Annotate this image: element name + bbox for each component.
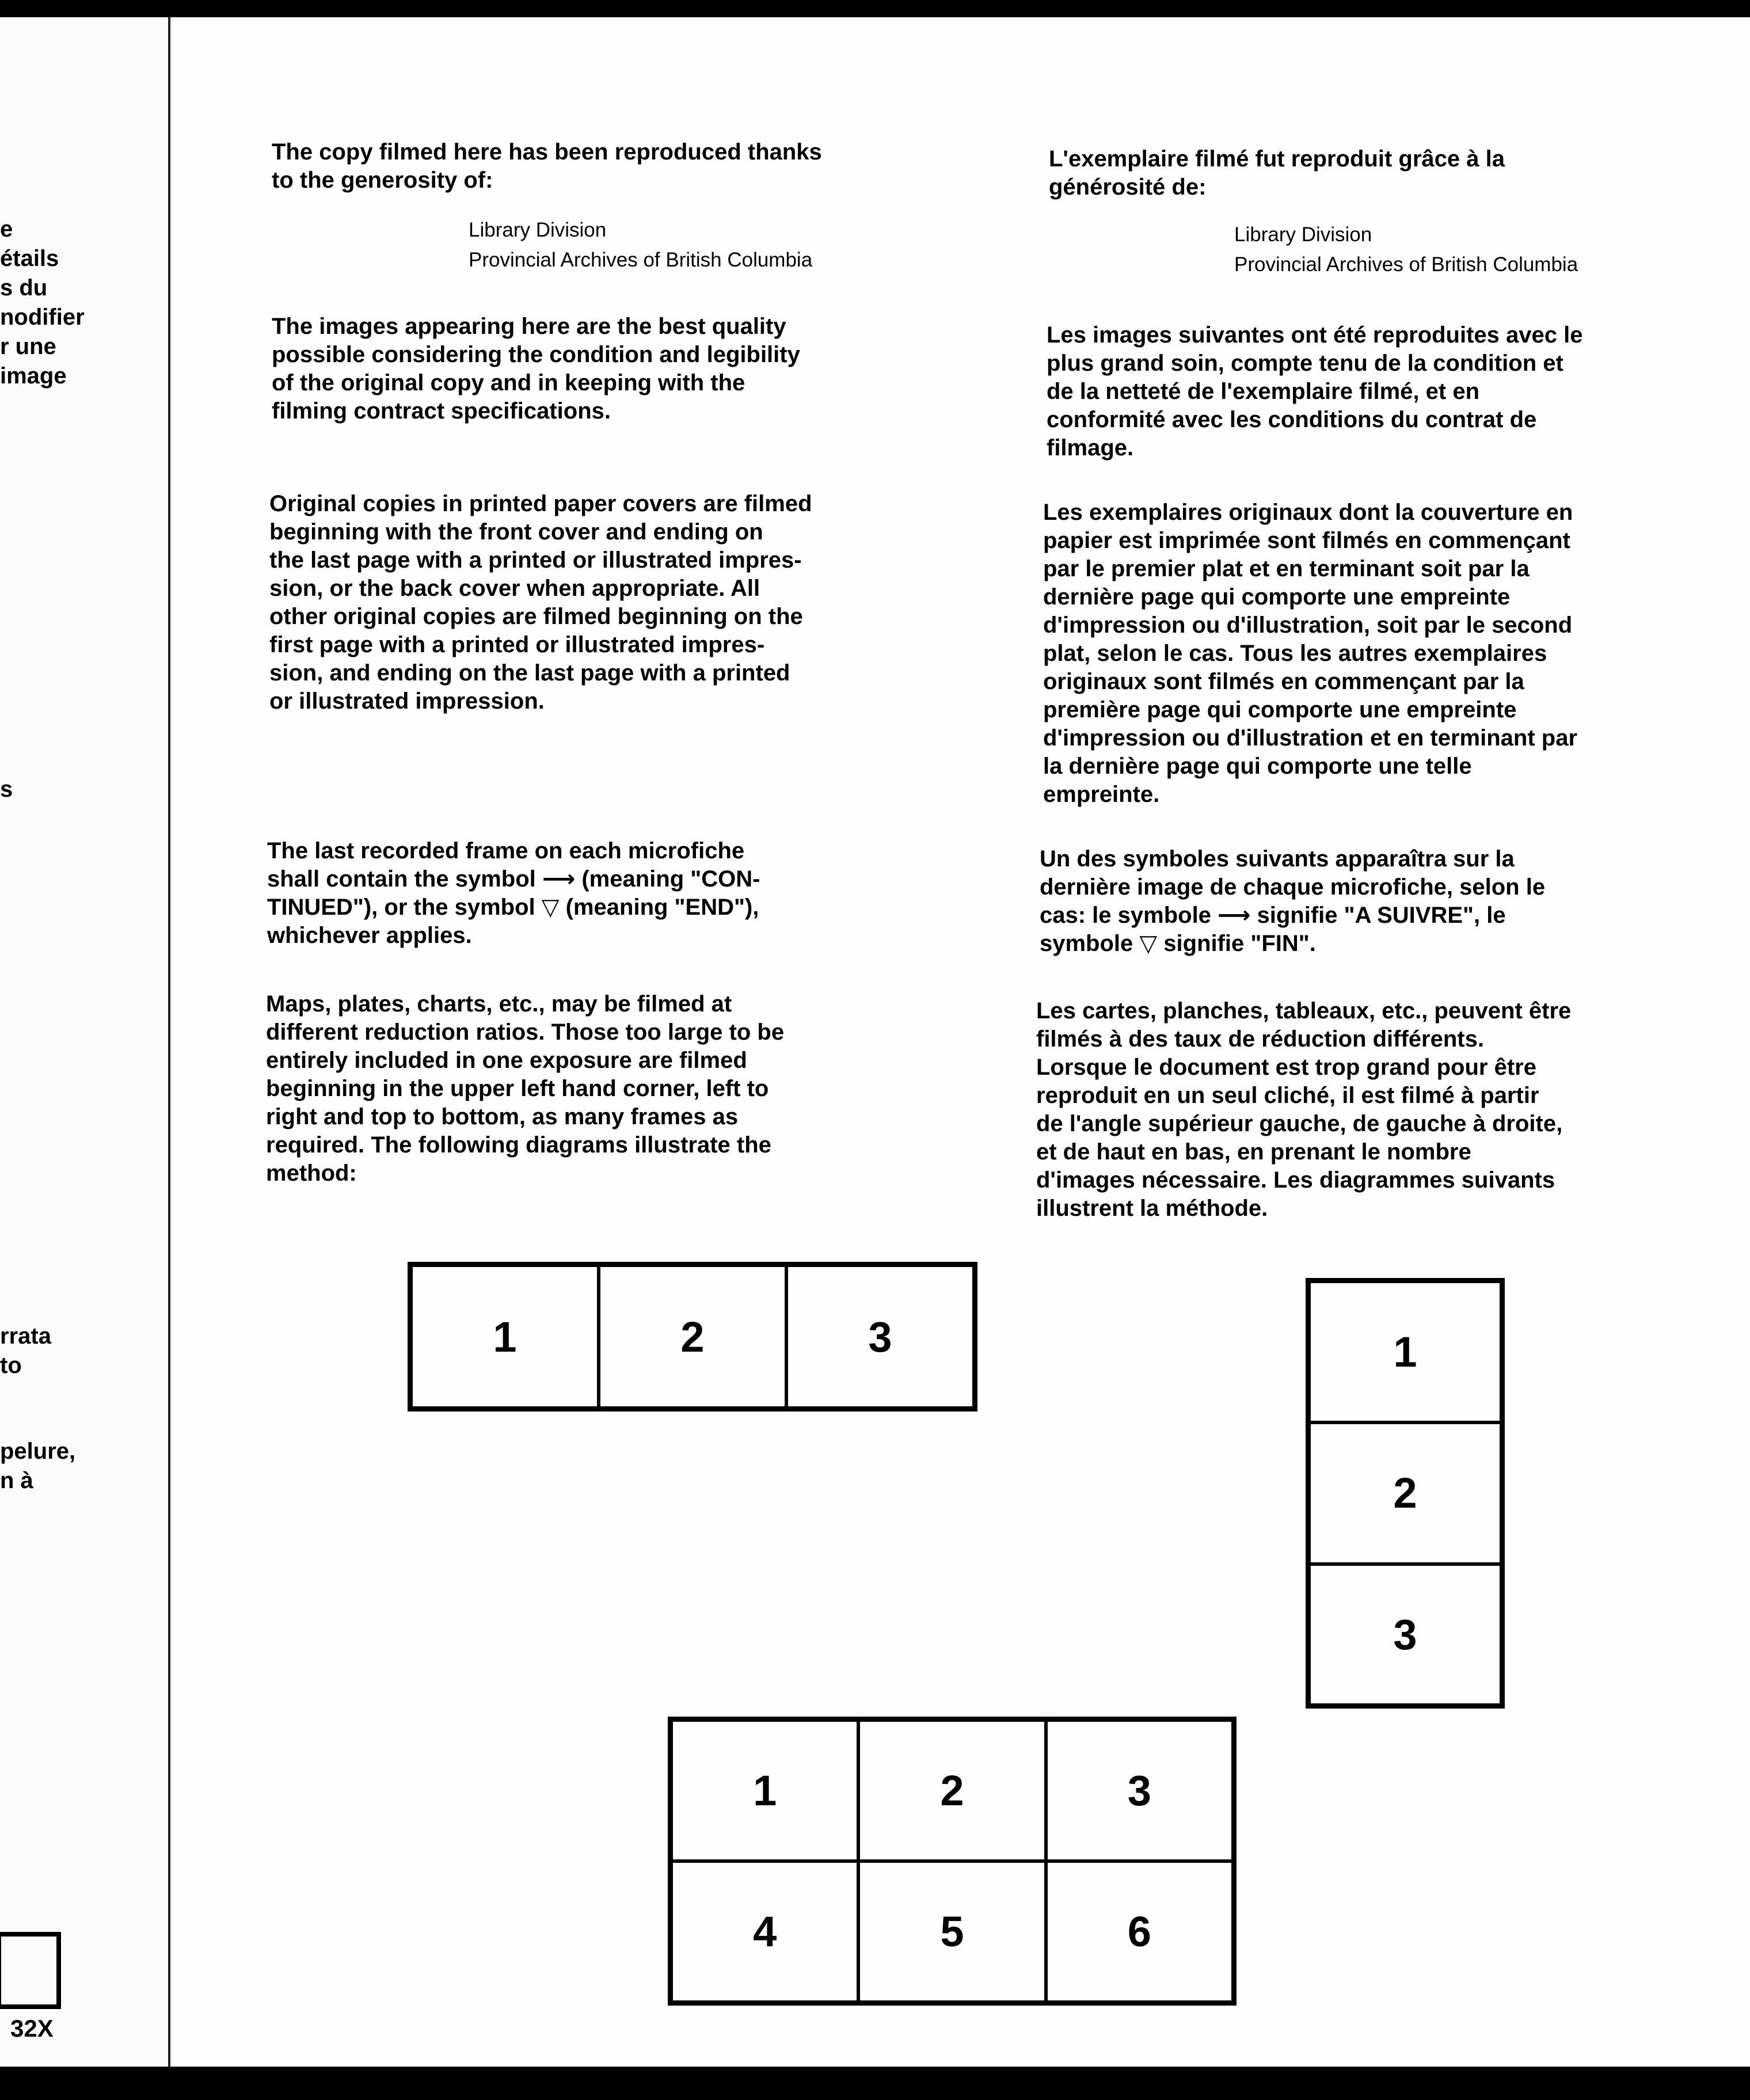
- institution-line: Provincial Archives of British Columbia: [469, 249, 813, 271]
- text-line: The images appearing here are the best quality: [272, 314, 786, 339]
- frame-cell: [1309, 1564, 1501, 1705]
- text-line: dernière image de chaque microfiche, selon le: [1040, 874, 1546, 900]
- strip-fragment: n à: [0, 1468, 33, 1493]
- text-line: or illustrated impression.: [269, 688, 545, 714]
- frame-number: 2: [680, 1312, 705, 1361]
- frame-cell: [1046, 1861, 1233, 2002]
- text-line: method:: [266, 1161, 357, 1186]
- text-line: right and top to bottom, as many frames as: [266, 1104, 739, 1129]
- text-line: originaux sont filmés en commençant par la: [1043, 669, 1524, 694]
- frame-cell: [858, 1720, 1045, 1861]
- text-line: d'impression ou d'illustration et en terminant par: [1043, 725, 1578, 751]
- text-line: conformité avec les conditions du contrat de: [1047, 407, 1537, 432]
- french-maps: [1036, 997, 1571, 1223]
- reduction-label: 32X: [10, 2015, 54, 2042]
- strip-fragment: étails: [0, 246, 59, 271]
- text-line: of the original copy and in keeping with the: [272, 370, 745, 395]
- institution-line: Provincial Archives of British Columbia: [1234, 253, 1578, 276]
- french-credit: [1049, 145, 1505, 201]
- strip-fragment: rrata: [0, 1323, 51, 1349]
- english-institution: [469, 215, 812, 275]
- text-line: the last page with a printed or illustrated impres-: [269, 547, 802, 573]
- frame-number: 1: [493, 1312, 517, 1361]
- frame-cell: [858, 1861, 1045, 2002]
- institution-line: Library Division: [469, 219, 607, 241]
- text-line: beginning with the front cover and ending on: [269, 519, 763, 545]
- text-line: sion, or the back cover when appropriate. All: [269, 576, 760, 601]
- french-institution: [1234, 220, 1578, 280]
- text-line: et de haut en bas, en prenant le nombre: [1036, 1139, 1471, 1165]
- frame-cell: [1309, 1422, 1501, 1563]
- text-line: reproduit en un seul cliché, il est filmé à partir: [1036, 1083, 1539, 1108]
- strip-fragment: image: [0, 363, 67, 389]
- strip-fragment: pelure,: [0, 1439, 76, 1464]
- text-line: entirely included in one exposure are filmed: [266, 1048, 747, 1073]
- frame-cell: [671, 1720, 858, 1861]
- frame-number: 2: [1393, 1469, 1417, 1517]
- frame-number: 3: [868, 1312, 892, 1361]
- text-line: Les exemplaires originaux dont la couverture en: [1043, 500, 1573, 525]
- diagram-grid-six: [668, 1717, 1237, 2006]
- frame-cell: [1046, 1720, 1233, 1861]
- english-quality: [272, 313, 800, 425]
- text-line: la dernière page qui comporte une telle: [1043, 754, 1472, 779]
- text-line: Les images suivantes ont été reproduites avec le: [1047, 322, 1583, 348]
- frame-number: 3: [1127, 1767, 1151, 1814]
- text-line: d'impression ou d'illustration, soit par le second: [1043, 612, 1573, 638]
- text-line: beginning in the upper left hand corner, left to: [266, 1076, 769, 1101]
- text-line: shall contain the symbol ⟶ (meaning "CON-: [267, 866, 760, 892]
- text-line: de l'angle supérieur gauche, de gauche à droite,: [1036, 1111, 1563, 1136]
- strip-fragment: s: [0, 777, 13, 802]
- text-line: Original copies in printed paper covers are filmed: [269, 491, 812, 516]
- text-line: possible considering the condition and legibility: [272, 342, 800, 367]
- english-originals: [269, 490, 812, 716]
- diagram-vertical-three: [1306, 1278, 1505, 1709]
- strip-fragment: s du: [0, 275, 48, 300]
- reduction-target-box: [0, 1932, 61, 2009]
- diagram-horizontal-three: [408, 1262, 977, 1412]
- text-line: plat, selon le cas. Tous les autres exemplaires: [1043, 641, 1547, 666]
- frame-number: 5: [940, 1908, 964, 1956]
- frame-number: 2: [940, 1767, 964, 1814]
- text-line: The copy filmed here has been reproduced thanks: [272, 139, 822, 165]
- frame-cell: [786, 1265, 974, 1408]
- text-line: to the generosity of:: [272, 168, 493, 193]
- text-line: different reduction ratios. Those too large to be: [266, 1019, 785, 1045]
- text-line: filmage.: [1047, 435, 1134, 461]
- text-line: illustrent la méthode.: [1036, 1196, 1268, 1221]
- text-line: whichever applies.: [267, 923, 472, 948]
- strip-fragment: to: [0, 1353, 22, 1378]
- english-symbols: [267, 837, 760, 950]
- text-line: générosité de:: [1049, 174, 1207, 200]
- text-line: papier est imprimée sont filmés en commençant: [1043, 528, 1570, 553]
- text-line: Un des symboles suivants apparaîtra sur la: [1040, 846, 1515, 872]
- french-quality: [1047, 321, 1582, 462]
- strip-fragment: nodifier: [0, 305, 85, 330]
- text-line: par le premier plat et en terminant soit par la: [1043, 556, 1530, 581]
- text-line: sion, and ending on the last page with a printed: [269, 660, 790, 686]
- text-line: filmés à des taux de réduction différents.: [1036, 1026, 1484, 1052]
- text-line: filming contract specifications.: [272, 398, 611, 424]
- frame-number: 1: [1393, 1328, 1417, 1376]
- english-maps: [266, 990, 784, 1188]
- frame-number: 4: [753, 1908, 777, 1956]
- adjacent-page-strip: [0, 17, 168, 2067]
- text-line: plus grand soin, compte tenu de la condition et: [1047, 351, 1563, 376]
- text-line: empreinte.: [1043, 782, 1160, 807]
- french-originals: [1043, 499, 1577, 809]
- english-credit: [272, 138, 822, 195]
- text-line: required. The following diagrams illustrate the: [266, 1132, 771, 1158]
- text-line: Les cartes, planches, tableaux, etc., peuvent être: [1036, 998, 1572, 1024]
- text-line: Maps, plates, charts, etc., may be filmed at: [266, 991, 732, 1017]
- text-line: other original copies are filmed beginning on the: [269, 604, 803, 629]
- frame-number: 1: [753, 1767, 777, 1814]
- text-line: cas: le symbole ⟶ signifie "A SUIVRE", le: [1040, 903, 1506, 928]
- text-line: de la netteté de l'exemplaire filmé, et en: [1047, 379, 1480, 404]
- text-line: first page with a printed or illustrated impres-: [269, 632, 765, 657]
- text-line: L'exemplaire filmé fut reproduit grâce à la: [1049, 146, 1505, 172]
- french-symbols: [1040, 845, 1545, 958]
- strip-fragment: r une: [0, 334, 56, 359]
- text-line: The last recorded frame on each microfiche: [267, 838, 745, 863]
- frame-cell: [599, 1265, 786, 1408]
- frame-number: 6: [1127, 1908, 1151, 1956]
- text-line: symbole ▽ signifie "FIN".: [1040, 931, 1316, 956]
- frame-number: 3: [1393, 1610, 1417, 1658]
- text-line: d'images nécessaire. Les diagrammes suivants: [1036, 1167, 1555, 1193]
- text-line: dernière page qui comporte une empreinte: [1043, 584, 1511, 610]
- institution-line: Library Division: [1234, 223, 1372, 246]
- text-line: première page qui comporte une empreinte: [1043, 697, 1517, 722]
- text-line: Lorsque le document est trop grand pour être: [1036, 1055, 1536, 1080]
- frame-cell: [411, 1265, 599, 1408]
- frame-cell: [1309, 1281, 1501, 1422]
- frame-cell: [671, 1861, 858, 2002]
- text-line: TINUED"), or the symbol ▽ (meaning "END"),: [267, 895, 759, 920]
- strip-fragment: e: [0, 216, 13, 242]
